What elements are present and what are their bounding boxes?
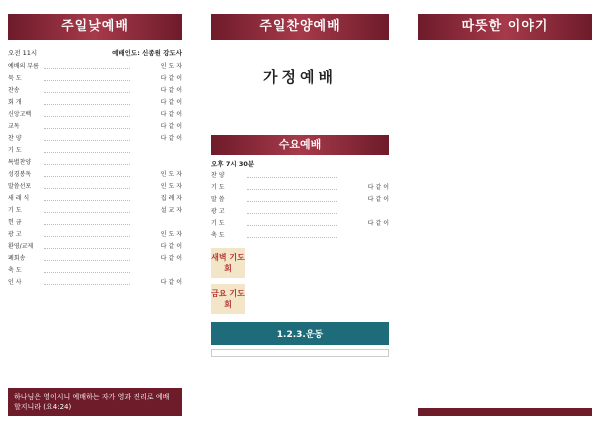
motto-box: [211, 322, 389, 345]
row-leader: 다 같 이: [160, 135, 182, 142]
row-label: 새 래 식: [8, 195, 30, 202]
service-time: 오전 11시: [8, 49, 38, 57]
row-label: 기 도: [8, 207, 22, 214]
service-row: [8, 205, 182, 217]
row-label: 특별찬양: [8, 159, 32, 166]
row-leader-dots: [44, 169, 130, 177]
warm-story-banner: 따뜻한 이야기: [418, 14, 592, 40]
row-leader: 인 도 자: [160, 63, 182, 70]
right-panel: [410, 0, 600, 424]
scripture-bar: 하나님은 영이시니 예배하는 자가 영과 진리로 예배할지니라 (요4:24): [8, 388, 182, 416]
row-leader: 다 같 이: [160, 111, 182, 118]
row-label: 축 도: [211, 232, 225, 239]
row-leader: 다 같 이: [160, 75, 182, 82]
service-row: [8, 193, 182, 205]
row-leader: [134, 157, 182, 169]
row-label: 말 씀: [211, 196, 225, 203]
service-row: [211, 206, 389, 218]
row-label: 기 도: [211, 220, 225, 227]
row-leader: 설 교 자: [160, 207, 182, 214]
row-leader: 다 같 이: [367, 220, 389, 227]
row-leader-dots: [247, 170, 337, 178]
service-row: [211, 194, 389, 206]
row-label: 회 개: [8, 99, 22, 106]
middle-panel: [205, 0, 395, 424]
service-row: [8, 121, 182, 133]
row-leader-dots: [44, 181, 130, 189]
row-leader-dots: [44, 109, 130, 117]
row-leader: 인 도 자: [160, 183, 182, 190]
dawn-prayer-box: [211, 248, 389, 278]
service-row: [8, 61, 182, 73]
row-label: 교독: [8, 123, 20, 130]
service-order: [8, 61, 182, 289]
row-leader: 집 례 자: [160, 195, 182, 202]
service-row: [8, 109, 182, 121]
service-row: [8, 181, 182, 193]
row-leader-dots: [44, 157, 130, 165]
row-leader-dots: [44, 265, 130, 273]
service-row: [8, 145, 182, 157]
service-row: [8, 277, 182, 289]
row-leader-dots: [247, 230, 337, 238]
row-leader: 다 같 이: [367, 196, 389, 203]
friday-prayer-label: 금요 기도회: [211, 284, 245, 314]
row-label: 찬송: [8, 87, 20, 94]
row-leader: 다 같 이: [160, 279, 182, 286]
note-box: [211, 349, 389, 357]
service-row: [8, 217, 182, 229]
row-leader-dots: [44, 73, 130, 81]
row-label: 환영/교제: [8, 243, 34, 250]
row-label: 광 고: [211, 208, 225, 215]
row-leader: [134, 217, 182, 229]
row-leader-dots: [44, 61, 130, 69]
row-leader: [341, 206, 389, 218]
service-leader: 예배인도: 신종원 강도사: [112, 49, 182, 57]
row-leader-dots: [44, 145, 130, 153]
row-label: 신앙고백: [8, 111, 32, 118]
row-label: 예배의 부름: [8, 63, 39, 70]
service-row: [8, 169, 182, 181]
sunday-service-banner: 주일낮예배: [8, 14, 182, 40]
row-leader: [341, 230, 389, 242]
wednesday-time: 오후 7시 30분: [211, 160, 255, 168]
service-row: [211, 218, 389, 230]
row-label: 말씀선포: [8, 183, 32, 190]
row-leader-dots: [247, 194, 337, 202]
row-label: 인 사: [8, 279, 22, 286]
row-leader-dots: [44, 217, 130, 225]
friday-prayer-box: [211, 284, 389, 314]
row-leader-dots: [44, 193, 130, 201]
service-row: [8, 265, 182, 277]
wednesday-order: [211, 170, 389, 242]
service-row: [211, 170, 389, 182]
row-leader: 인 도 자: [160, 171, 182, 178]
service-row: [8, 73, 182, 85]
row-leader: 다 같 이: [160, 87, 182, 94]
row-label: 기 도: [211, 184, 225, 191]
row-leader-dots: [44, 229, 130, 237]
service-row: [211, 230, 389, 242]
row-label: 성경봉독: [8, 171, 32, 178]
service-row: [8, 157, 182, 169]
story-footer: [418, 408, 592, 416]
motto-title: 1.2.3.운동: [276, 330, 324, 340]
row-leader: 다 같 이: [160, 99, 182, 106]
friday-prayer-text: [245, 284, 389, 314]
praise-service-banner: 주일찬양예배: [211, 14, 389, 40]
service-row: [8, 229, 182, 241]
row-label: 축 도: [8, 267, 22, 274]
row-label: 기 도: [8, 147, 22, 154]
family-worship-title: 가정예배: [263, 68, 337, 86]
service-row: [8, 241, 182, 253]
row-leader-dots: [247, 182, 337, 190]
row-leader: 다 같 이: [367, 184, 389, 191]
service-row: [8, 253, 182, 265]
row-label: 찬 양: [8, 135, 22, 142]
row-leader: [134, 265, 182, 277]
row-leader-dots: [247, 218, 337, 226]
service-row: [8, 133, 182, 145]
service-row: [211, 182, 389, 194]
row-leader-dots: [44, 277, 130, 285]
dawn-prayer-label: 새벽 기도회: [211, 248, 245, 278]
row-leader: 인 도 자: [160, 231, 182, 238]
row-leader-dots: [44, 241, 130, 249]
service-row: [8, 85, 182, 97]
dawn-prayer-text: [245, 248, 389, 278]
left-panel: [0, 0, 190, 424]
row-leader: 다 같 이: [160, 123, 182, 130]
row-leader-dots: [247, 206, 337, 214]
row-leader-dots: [44, 205, 130, 213]
row-leader: 다 같 이: [160, 243, 182, 250]
wednesday-service-banner: 수요예배: [211, 135, 389, 155]
row-leader: 다 같 이: [160, 255, 182, 262]
service-row: [8, 97, 182, 109]
row-leader-dots: [44, 253, 130, 261]
row-leader-dots: [44, 85, 130, 93]
row-leader: [134, 145, 182, 157]
row-leader-dots: [44, 133, 130, 141]
row-leader-dots: [44, 121, 130, 129]
row-label: 광 고: [8, 231, 22, 238]
row-label: 헌 금: [8, 219, 22, 226]
row-leader: [341, 170, 389, 182]
row-label: 폐회송: [8, 255, 26, 262]
row-label: 묵 도: [8, 75, 22, 82]
row-leader-dots: [44, 97, 130, 105]
row-label: 찬 양: [211, 172, 225, 179]
